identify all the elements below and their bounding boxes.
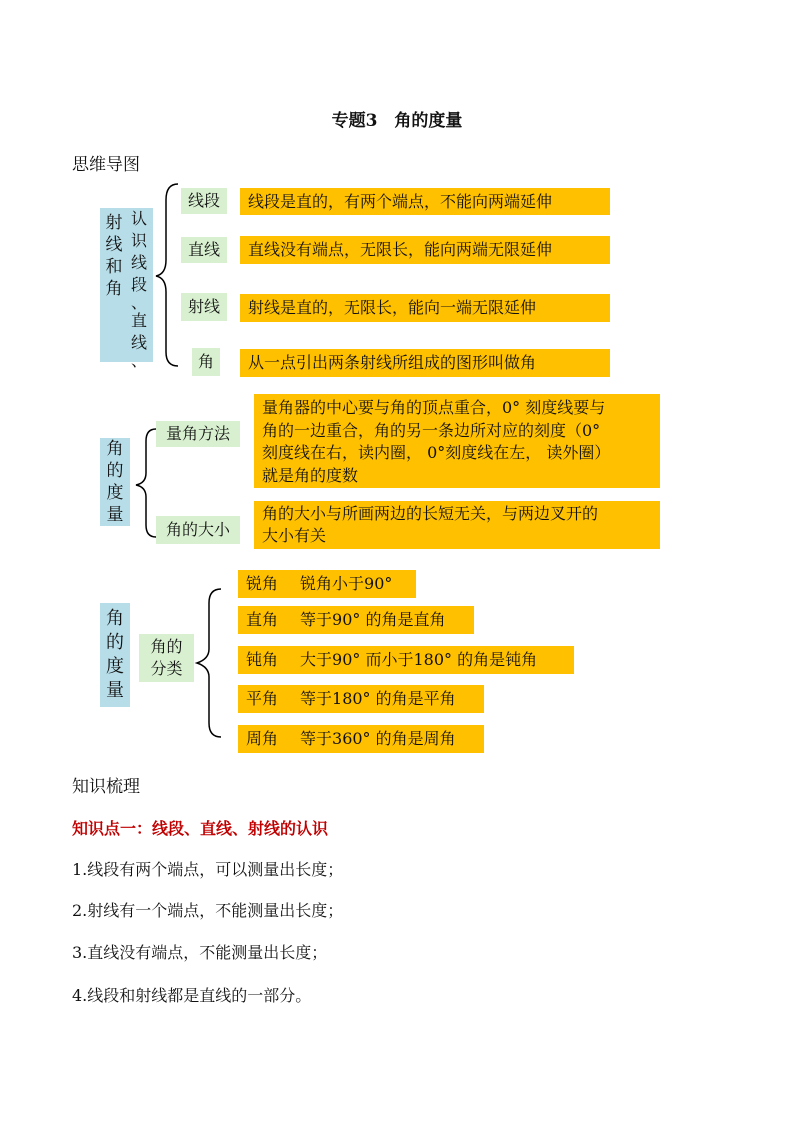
group3-item-full: 周角 等于360° 的角是周角 bbox=[238, 725, 484, 753]
knowledge-item: 3.直线没有端点，不能测量出长度； bbox=[72, 943, 328, 962]
group3-sub-label: 角的 分类 bbox=[139, 634, 194, 682]
knowledge-item: 4.线段和射线都是直线的一部分。 bbox=[72, 986, 312, 1005]
knowledge-heading: 知识梳理 bbox=[72, 777, 140, 797]
group1-topic-box bbox=[100, 208, 153, 370]
group3-item-obtuse: 钝角 大于90° 而小于180° 的角是钝角 bbox=[238, 646, 574, 674]
group3-item-acute: 锐角 锐角小于90° bbox=[238, 570, 416, 598]
group2-desc-method: 量角器的中心要与角的顶点重合，0° 刻度线要与 角的一边重合，角的另一条边所对应的刻度（0° 刻度线在右，读内圈， 0°刻度线在左， 读外圈） 就是角的度数 bbox=[254, 394, 660, 488]
group1-desc-angle: 从一点引出两条射线所组成的图形叫做角 bbox=[240, 349, 610, 377]
group2-desc-size: 角的大小与所画两边的长短无关，与两边叉开的 大小有关 bbox=[254, 501, 660, 549]
group1-desc-line: 直线没有端点，无限长，能向两端无限延伸 bbox=[240, 236, 610, 264]
group3-item-right: 直角 等于90° 的角是直角 bbox=[238, 606, 474, 634]
group3-brace bbox=[193, 585, 225, 741]
group1-desc-segment: 线段是直的，有两个端点，不能向两端延伸 bbox=[240, 188, 610, 215]
knowledge-point-title: 知识点一：线段、直线、射线的认识 bbox=[72, 819, 329, 838]
group1-col2: 认 识 线 段 、 直 线 、 bbox=[130, 209, 147, 370]
group3-topic-box: 角 的 度 量 bbox=[100, 603, 130, 707]
group1-desc-ray: 射线是直的，无限长，能向一端无限延伸 bbox=[240, 294, 610, 322]
page-title: 专题3 角的度量 bbox=[331, 111, 463, 131]
group1-label-ray: 射线 bbox=[181, 293, 227, 321]
group2-topic-box: 角 的 度 量 bbox=[100, 438, 130, 526]
knowledge-item: 2.射线有一个端点，不能测量出长度； bbox=[72, 901, 344, 920]
group2-label-size: 角的大小 bbox=[156, 516, 240, 544]
group1-col1: 射 线 和 角 bbox=[105, 213, 123, 299]
mind-map-heading: 思维导图 bbox=[72, 155, 140, 175]
group1-label-angle: 角 bbox=[192, 348, 220, 376]
group1-label-line: 直线 bbox=[181, 237, 227, 263]
group2-label-method: 量角方法 bbox=[156, 421, 240, 447]
knowledge-item: 1.线段有两个端点，可以测量出长度； bbox=[72, 860, 344, 879]
group1-brace bbox=[152, 180, 182, 370]
group3-item-straight: 平角 等于180° 的角是平角 bbox=[238, 685, 484, 713]
group1-label-segment: 线段 bbox=[181, 188, 227, 214]
